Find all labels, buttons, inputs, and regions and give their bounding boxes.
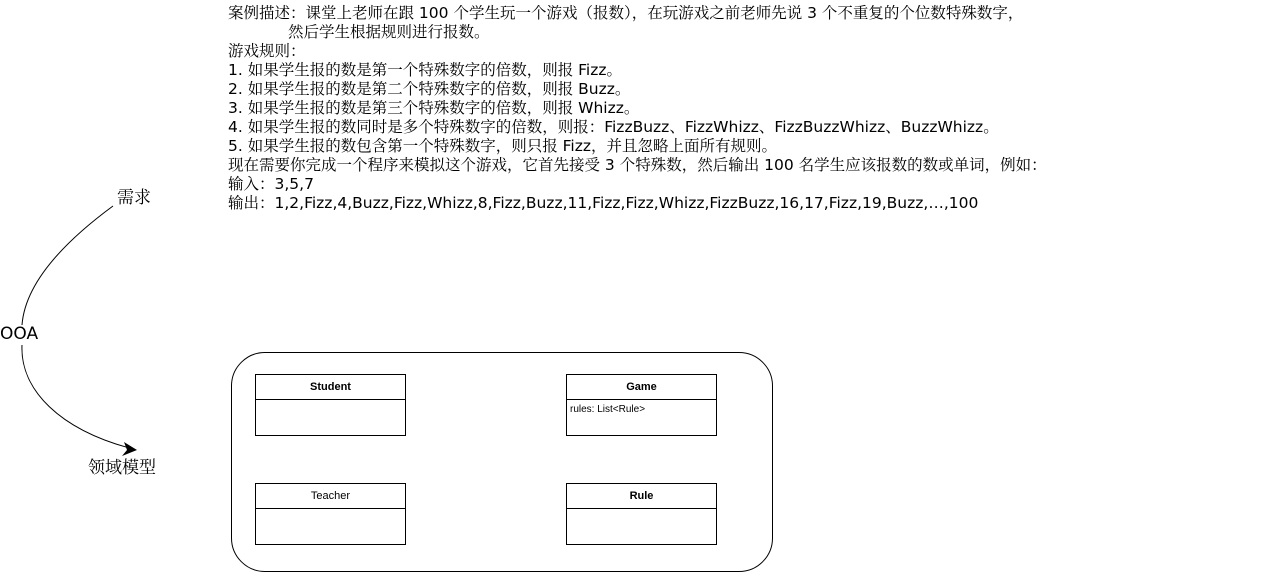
ooa-label: OOA xyxy=(0,324,39,344)
rule-2: 2. 如果学生报的数是第二个特殊数字的倍数，则报 Buzz。 xyxy=(228,80,631,98)
rule-5: 5. 如果学生报的数包含第一个特殊数字，则只报 Fizz，并且忽略上面所有规则。 xyxy=(228,137,778,155)
class-rule[interactable] xyxy=(566,483,717,545)
case-description-line: 案例描述：课堂上老师在跟 100 个学生玩一个游戏（报数），在玩游戏之前老师先说 3 个不重复的个位数特殊数字， xyxy=(228,4,1024,22)
rule-1: 1. 如果学生报的数是第一个特殊数字的倍数，则报 Fizz。 xyxy=(228,61,623,79)
task-description: 现在需要你完成一个程序来模拟这个游戏，它首先接受 3 个特殊数，然后输出 100 名学生应该报数的数或单词，例如： xyxy=(228,156,1047,174)
requirement-label: 需求 xyxy=(117,188,151,208)
rules-heading: 游戏规则： xyxy=(228,42,306,60)
class-game[interactable] xyxy=(566,374,717,436)
class-student-attributes xyxy=(256,400,405,408)
example-input: 输入：3,5,7 xyxy=(228,175,314,193)
rule-4: 4. 如果学生报的数同时是多个特殊数字的倍数，则报：FizzBuzz、FizzWhizz、FizzBuzzWhizz、BuzzWhizz。 xyxy=(228,118,999,136)
class-student-name: Student xyxy=(256,375,405,400)
class-rule-attributes xyxy=(567,509,716,517)
class-student[interactable] xyxy=(255,374,406,436)
class-teacher-attributes xyxy=(256,509,405,517)
requirements-text xyxy=(228,4,1278,213)
example-output: 输出：1,2,Fizz,4,Buzz,Fizz,Whizz,8,Fizz,Buzz,11,Fizz,Fizz,Whizz,FizzBuzz,16,17,Fizz,19,Buzz,…,100 xyxy=(228,194,979,212)
class-game-name: Game xyxy=(567,375,716,400)
class-teacher-name: Teacher xyxy=(256,484,405,509)
class-game-attributes: rules: List<Rule> xyxy=(570,404,646,415)
domain-model-label: 领域模型 xyxy=(88,458,156,478)
class-teacher[interactable] xyxy=(255,483,406,545)
class-rule-name: Rule xyxy=(567,484,716,509)
flow-curve-upper xyxy=(22,206,113,325)
rule-3: 3. 如果学生报的数是第三个特殊数字的倍数，则报 Whizz。 xyxy=(228,99,640,117)
domain-model-container xyxy=(231,352,773,572)
flow-curve-lower xyxy=(22,345,133,449)
case-description-continued: 然后学生根据规则进行报数。 xyxy=(288,23,490,41)
